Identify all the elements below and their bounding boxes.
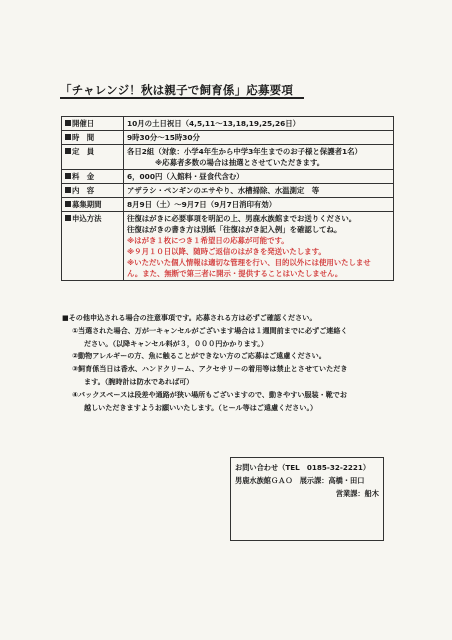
row-key: 料 金 bbox=[62, 170, 124, 184]
table-row bbox=[62, 170, 394, 184]
title-underline bbox=[60, 97, 304, 99]
square-bullet-icon bbox=[65, 134, 71, 140]
contact-phone: お問い合わせ（TEL 0185-32-2221） bbox=[235, 463, 371, 472]
row-value: 10月の土日祝日（4,5,11〜13,18,19,25,26日） bbox=[124, 117, 394, 131]
square-bullet-icon bbox=[65, 173, 71, 179]
square-bullet-icon bbox=[65, 120, 71, 126]
contact-org: 男鹿水族館ＧＡＯ 展示課：高橋・田口 bbox=[235, 476, 365, 485]
contact-box bbox=[230, 457, 384, 541]
row-key: 募集期間 bbox=[62, 198, 124, 212]
document-title bbox=[60, 82, 390, 98]
row-value: 8月9日（土）〜9月7日（9月7日消印有効） bbox=[124, 198, 394, 212]
title-text: 「チャレンジ！秋は親子で飼育係」応募要項 bbox=[60, 83, 294, 97]
table-row bbox=[62, 117, 394, 131]
row-value: 6，000円（入館料・昼食代含む） bbox=[124, 170, 394, 184]
red-note: ※はがき１枚につき１希望日の応募が可能です。 bbox=[127, 236, 289, 245]
row-key: 申込方法 bbox=[62, 212, 124, 281]
row-value: 各日2組（対象：小学4年生から中学3年生までのお子様と保護者1名） ※応募者多数の場合は抽選とさせていただきます。 bbox=[124, 145, 394, 170]
red-note: ん。また、無断で第三者に開示・提供することはいたしません。 bbox=[127, 269, 343, 278]
notes-heading: ■その他申込される場合の注意事項です。応募される方は必ずご確認ください。 bbox=[62, 313, 317, 322]
note-item-continued: 越しいただきますようお願いいたします。（ヒール等はご遠慮ください。） bbox=[84, 402, 318, 412]
note-item-continued: ださい。（以降キャンセル料が３，０００円かかります。） bbox=[84, 338, 268, 348]
notes-section bbox=[62, 312, 392, 414]
row-key: 定 員 bbox=[62, 145, 124, 170]
row-value: 9時30分〜15時30分 bbox=[124, 131, 394, 145]
table-row bbox=[62, 184, 394, 198]
contact-sales: 営業課：船木 bbox=[335, 489, 379, 498]
row-key: 時 間 bbox=[62, 131, 124, 145]
square-bullet-icon bbox=[65, 201, 71, 207]
row-value: 往復はがきに必要事項を明記の上、男鹿水族館までお送りください。 往復はがきの書き方は別紙「往復はがき記入例」を確認してね。 ※はがき１枚につき１希望日の応募が可能です。 ※９月１０日以降、随時ご返信のはがきを発送いたします。 ※いただいた個人情報は適切な管理を行い、目的以外には使用いたしませ ん。また、無断で第三者に開示・提供することはいたしません。 bbox=[124, 212, 394, 281]
square-bullet-icon bbox=[65, 148, 71, 154]
square-bullet-icon bbox=[65, 215, 71, 221]
row-value: アザラシ・ペンギンのエサやり、水槽掃除、水温測定 等 bbox=[124, 184, 394, 198]
note-item-continued: ます。（腕時計は防水であれば可） bbox=[84, 376, 194, 386]
note-item: ②動物アレルギーの方、魚に触ることができない方のご応募はご遠慮ください。 bbox=[72, 351, 326, 361]
table-row bbox=[62, 145, 394, 170]
red-note: ※９月１０日以降、随時ご返信のはがきを発送いたします。 bbox=[127, 247, 326, 256]
row-key: 内 容 bbox=[62, 184, 124, 198]
table-row bbox=[62, 131, 394, 145]
note-item: ①当選された場合、万が一キャンセルがございます場合は１週間前までに必ずご連絡く bbox=[72, 325, 348, 335]
table-row bbox=[62, 212, 394, 281]
note-item: ③飼育係当日は香水、ハンドクリーム、アクセサリーの着用等は禁止とさせていただき bbox=[72, 364, 348, 374]
square-bullet-icon bbox=[65, 187, 71, 193]
note-item: ④バックスペースは段差や通路が狭い場所もございますので、動きやすい服装・靴でお bbox=[72, 389, 347, 399]
info-table bbox=[61, 116, 394, 281]
red-note: ※いただいた個人情報は適切な管理を行い、目的以外には使用いたしませ bbox=[127, 258, 371, 267]
table-row bbox=[62, 198, 394, 212]
row-key: 開催日 bbox=[62, 117, 124, 131]
